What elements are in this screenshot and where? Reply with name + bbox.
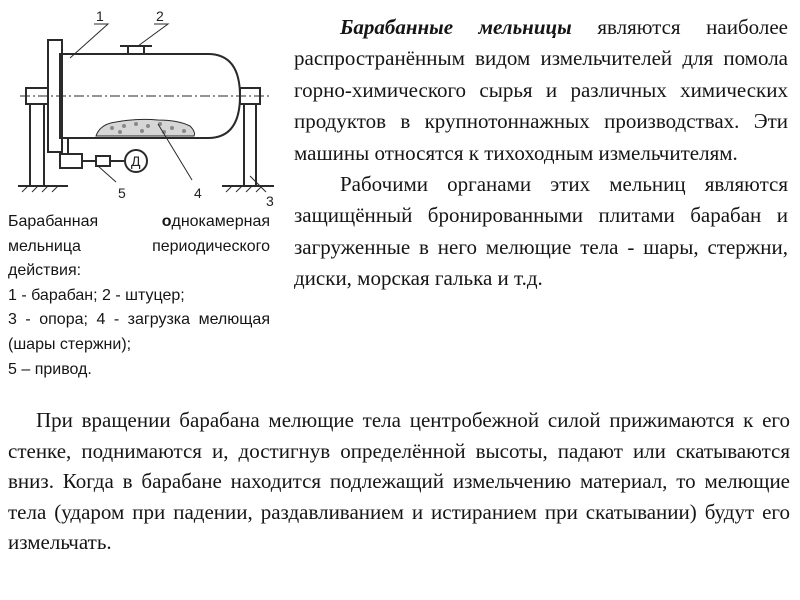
caption-title xyxy=(8,210,270,284)
mill-diagram xyxy=(8,6,286,206)
description-bottom xyxy=(8,405,790,558)
term-title: Барабанные мельницы xyxy=(340,15,572,39)
gearbox xyxy=(60,154,82,168)
coupling xyxy=(96,156,110,166)
drum-mill-drawing xyxy=(8,6,286,206)
caption-line-1: 1 - барабан; 2 - штуцер; xyxy=(8,286,185,304)
paragraph-1 xyxy=(294,12,788,169)
paragraph-2: Рабочими органами этих мельниц являются защищённый бронированными плитами барабан и загруженные в него мелющие тела - шары, стержни, диски, морская галька и т.д. xyxy=(294,172,788,291)
description-right xyxy=(294,12,788,295)
label-1: 1 xyxy=(96,8,104,24)
caption-line-3: 5 – привод. xyxy=(8,360,92,378)
label-3: 3 xyxy=(266,193,274,206)
nozzle xyxy=(128,46,144,54)
motor-label: Д xyxy=(131,153,141,169)
label-5: 5 xyxy=(118,185,126,201)
label-4: 4 xyxy=(194,185,202,201)
figure-caption xyxy=(8,210,270,382)
caption-line-2: 3 - опора; 4 - загрузка мелющая (шары стержни); xyxy=(8,311,270,353)
caption-title-part: Барабанная xyxy=(8,213,162,230)
label-2: 2 xyxy=(156,8,164,24)
paragraph-1-text: являются наиболее распространённым видом измельчителей для помола горно-химического сырья и различных химических продуктов в крупнотоннажных производствах. Эти машины относятся к тихоходным измельчителям. xyxy=(294,15,788,165)
caption-title-letter: о xyxy=(161,213,172,230)
paragraph-3: При вращении барабана мелющие тела центробежной силой прижимаются к его стенке, поднимаются и, достигнув определённой высоты, падают или скатываются вниз. Когда в барабане находится подлежащий измельчению материал, то мелющие тела (ударом при падении, раздавливанием и истиранием при скатывании) будут его измельчать. xyxy=(8,408,790,555)
caption-title-rest: днокамерная мельница периодического действия: xyxy=(8,213,270,280)
